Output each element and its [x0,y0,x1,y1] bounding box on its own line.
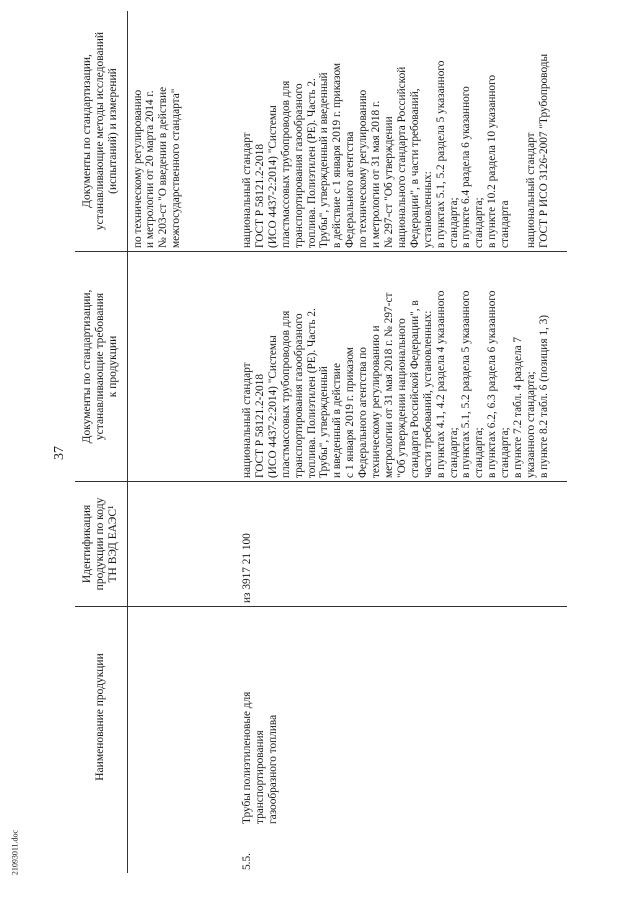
header-code-line: ТН ВЭД ЕАЭС¹ [107,505,120,583]
continuation-line: по техническому регулированию [131,89,144,248]
continuation-line: и метрологии от 20 марта 2014 г. [144,90,157,248]
header-method-docs-line: (испытаний) и измерений [107,68,120,194]
product-docs-line: топлива. Полиэтилен (PE). Часть 2. [305,308,318,478]
product-docs-line: (ИСО 4437-2:2014) "Системы [266,335,279,478]
method-docs-line: Трубы", утвержденный и введенный [318,72,331,248]
product-docs-line: и введенный в действие [331,363,344,478]
product-name-line: Трубы полиэтиленовые для [241,691,253,824]
table-row [235,11,567,873]
product-docs-line: в пунктах 6.2, 6.3 раздела 6 указанного [486,290,499,478]
product-name-line: транспортирования [253,730,266,824]
product-docs-line: Трубы", утвержденный [318,366,331,478]
product-docs-line: транспортирования газообразного [292,313,305,478]
method-docs-line: установленных: [421,171,434,248]
product-docs-line: стандарта; [473,427,486,478]
row-number: 5.5. [241,853,253,870]
method-docs-line: в пунктах 5.1, 5.2 раздела 5 указанного [434,60,447,248]
continuation-line: № 203-ст "О введении в действие [157,86,170,248]
header-method-docs-line: устанавливающие методы исследований [94,31,107,231]
method-docs-line: в пункте 6.4 раздела 6 указанного [460,86,473,248]
product-name-line: газообразного топлива [266,714,279,824]
standards-table [75,31,573,873]
method-docs-line: топлива. Полиэтилен (PE). Часть 2. [305,78,318,248]
method-docs-line: ГОСТ Р 58121.2-2018 [253,144,266,248]
header-code [75,482,127,607]
method-docs-line: Федерального агентства [344,131,357,248]
product-docs-line: в пунктах 4.1, 4.2 раздела 4 указанного [434,290,447,478]
method-docs-line: стандарта; [447,197,460,248]
method-docs-line: национальный стандарт [241,132,253,248]
product-docs-line: в пункте 8.2 табл. 6 (позиция 1, 3) [537,314,550,478]
header-product-docs-line: устанавливающие требования [94,292,107,441]
row-product-docs [235,252,567,482]
product-docs-line: указанного стандарта; [524,371,537,478]
product-docs-line: в пункте 7.2 табл. 4 раздела 7 [512,336,525,478]
file-stamp: 21093011.doc [10,829,20,876]
method-docs-line [512,14,525,248]
product-docs-line: стандарта; [499,427,512,478]
continuation-row [127,11,235,873]
header-code-line: Идентификация [81,504,94,584]
method-docs-line: стандарта; [473,197,486,248]
method-docs-line: национальный стандарт [524,132,537,248]
product-docs-line: метрологии от 31 мая 2018 г. № 297-ст [382,292,395,478]
product-docs-line: национальный стандарт [241,362,253,478]
row-method-docs [235,11,567,252]
product-docs-line: стандарта Российской Федерации", в [408,300,421,478]
method-docs-line: в действие с 1 января 2019 г. приказом [331,62,344,248]
method-docs-line: национального стандарта Российской [395,66,408,248]
method-docs-line: № 297-ст "Об утверждении [382,116,395,248]
product-docs-line: стандарта; [447,427,460,478]
header-product-docs [75,252,127,482]
method-docs-line: Федерации", в части требований, [408,88,421,248]
continuation-line: межгосударственного стандарта" [170,88,183,248]
product-docs-line: ГОСТ Р 58121.2-2018 [253,374,266,478]
method-docs-line: ГОСТ Р ИСО 3126-2007 "Трубопроводы [537,53,550,248]
header-method-docs [75,11,127,252]
header-product-docs-line: к продукции [107,335,120,398]
product-docs-line: в пунктах 5.1, 5.2 раздела 5 указанного [460,290,473,478]
page-number: 37 [52,446,67,460]
header-method-docs-line: Документы по стандартизации, [81,54,94,208]
method-docs-line: в пункте 10.2 раздела 10 указанного [486,74,499,248]
method-docs-line: транспортирования газообразного [292,83,305,248]
method-docs-line: и метрологии от 31 мая 2018 г. [370,100,383,248]
method-docs-line: по техническому регулированию [357,89,370,248]
product-docs-line: с 1 января 2019 г. приказом [344,347,357,478]
header-num [75,827,127,873]
product-docs-line: "Об утверждении национального [395,318,408,478]
header-product-name: Наименование продукции [75,607,127,828]
header-product-docs-line: Документы по стандартизации, [81,289,94,444]
row-product-name [235,607,567,828]
continuation-cell [127,11,235,252]
product-docs-line: пластмассовых трубопроводов для [279,310,292,478]
row-code: из 3917 21 100 [235,482,567,607]
product-docs-line: техническому регулированию и [370,325,383,478]
product-docs-line: Федерального агентства по [357,347,370,478]
table-header-row [75,11,127,873]
method-docs-line: (ИСО 4437-2:2014) "Системы [266,105,279,248]
product-docs-line: части требований, установленных: [421,310,434,478]
method-docs-line: пластмассовых трубопроводов для [279,80,292,248]
header-code-line: продукции по коду [94,497,107,591]
method-docs-line: стандарта [499,200,512,248]
